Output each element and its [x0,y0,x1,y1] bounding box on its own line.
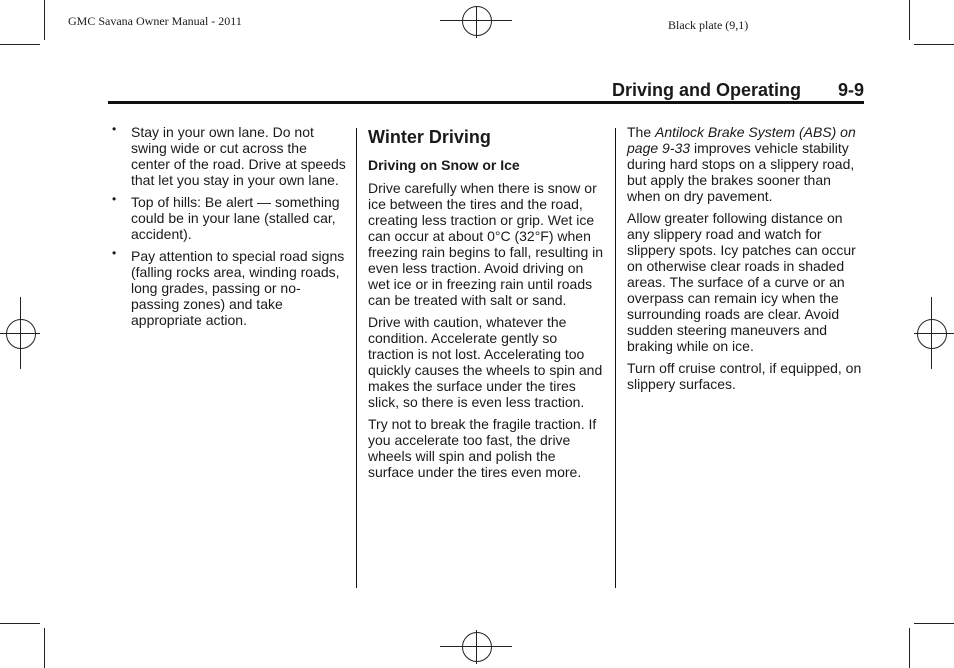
crop-mark [909,628,910,668]
list-item-text: Top of hills: Be alert — something could be in your lane (stalled car, accident). [131,194,340,242]
bullet-icon: • [112,122,117,136]
list-item-text: Pay attention to special road signs (falling rocks area, winding roads, long grades, passing or no-passing zones) and take appropriate action. [131,248,345,328]
abs-page-reference[interactable]: Antilock Brake System (ABS) on page 9-33 [627,124,856,156]
column-3 [627,124,863,398]
plate-label: Black plate (9,1) [668,18,749,32]
section-title: Driving and Operating [612,80,802,100]
list-item [112,124,348,188]
paragraph: Try not to break the fragile traction. If you accelerate too fast, the drive wheels will spin and polish the surface under the tires even more. [368,416,597,480]
subheading-snow-ice: Driving on Snow or Ice [368,157,520,173]
paragraph: Drive with caution, whatever the condition. Accelerate gently so traction is not lost. Accelerating too quickly causes the wheels to spin and makes the surface under the tires slick, so there is even less traction. [368,314,603,410]
list-item [112,248,348,328]
page-number: 9-9 [838,80,865,100]
column-divider [356,128,357,588]
manual-title: GMC Savana Owner Manual - 2011 [68,14,242,28]
paragraph: Turn off cruise control, if equipped, on slippery surfaces. [627,360,862,392]
crop-mark [44,628,45,668]
registration-circle-icon [462,632,492,662]
paragraph-text: improves vehicle stability during hard stops on a slippery road, but apply the brakes sooner than when on dry pavement. [627,140,855,204]
column-1 [112,124,348,334]
paragraph: Drive carefully when there is snow or ice between the tires and the road, creating less traction or grip. Wet ice can occur at about 0°C (32°F) when freezing rain begins to fall, resulting in even less traction. Avoid driving on wet ice or in freezing rain until roads can be treated with salt or sand. [368,180,604,308]
paragraph: Allow greater following distance on any slippery road and watch for slippery spots. Icy patches can occur on otherwise clear roads in shaded areas. The surface of a curve or an overpass can remain icy when the surrounding roads are clear. Avoid sudden steering maneuvers and braking while on ice. [627,210,856,354]
registration-circle-icon [917,319,947,349]
crop-mark [0,44,40,45]
header-rule [108,101,864,104]
paragraph-text: The [627,124,656,140]
crop-mark [44,0,45,40]
crop-mark [909,0,910,40]
bullet-icon: • [112,192,117,206]
registration-circle-icon [6,319,36,349]
column-2 [368,124,604,486]
column-divider [615,128,616,588]
list-item [112,194,348,242]
crop-mark [914,44,954,45]
registration-circle-icon [462,6,492,36]
bullet-icon: • [112,246,117,260]
list-item-text: Stay in your own lane. Do not swing wide or cut across the center of the road. Drive at speeds that let you stay in your own lane. [131,124,346,188]
crop-mark [0,623,40,624]
paragraph [627,124,863,204]
crop-mark [914,623,954,624]
heading-winter-driving: Winter Driving [368,127,491,147]
